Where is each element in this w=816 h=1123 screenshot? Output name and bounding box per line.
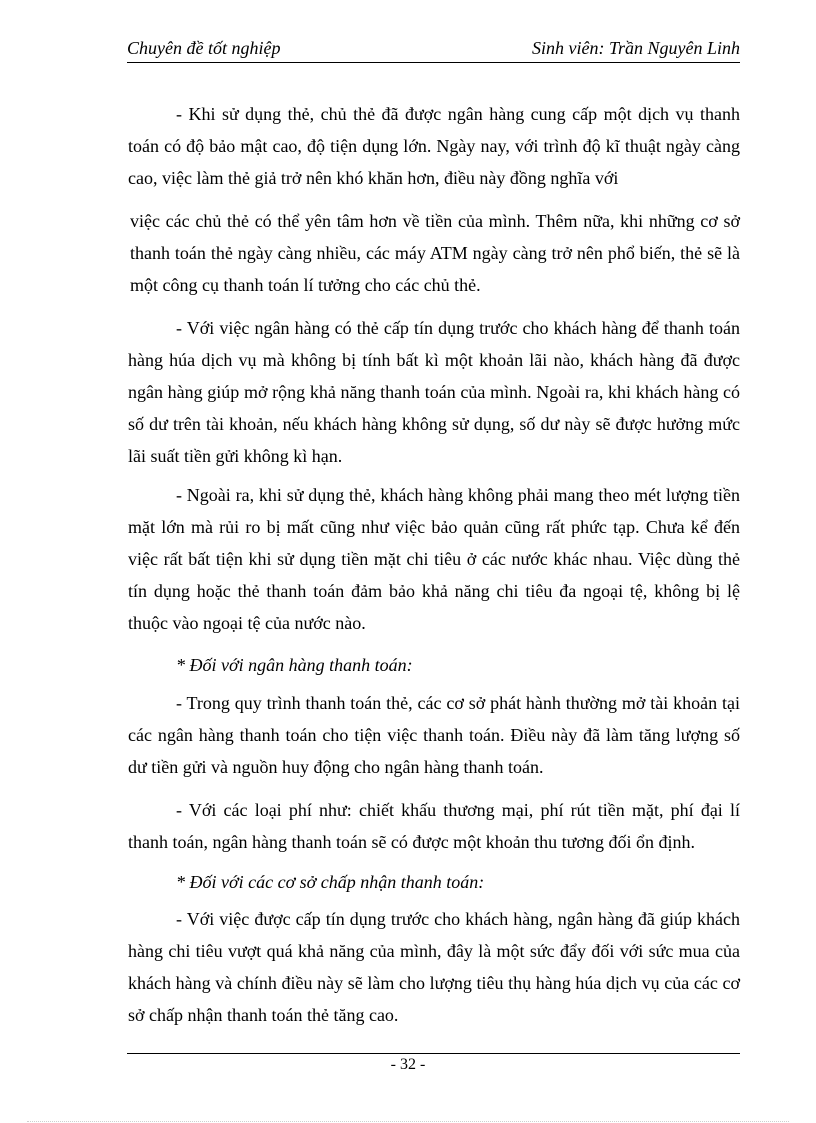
page-bottom-dotted-border bbox=[27, 1121, 789, 1122]
paragraph-deposit-accounts: - Trong quy trình thanh toán thẻ, các cơ sở phát hành thường mở tài khoản tại các ngân hàng thanh toán cho tiện việc thanh toán. Điều này đã làm tăng lượng số dư tiền gửi và nguồn huy động cho ngân hàng thanh toán. bbox=[128, 693, 740, 777]
paragraph-fees: - Với các loại phí như: chiết khấu thương mại, phí rút tiền mặt, phí đại lí thanh toán, ngân hàng thanh toán sẽ có được một khoản thu tương đối ổn định. bbox=[128, 800, 740, 852]
section-heading-payment-bank: * Đối với ngân hàng thanh toán: bbox=[176, 655, 413, 675]
section-heading-merchants: * Đối với các cơ sở chấp nhận thanh toán: bbox=[176, 872, 485, 892]
footer-rule bbox=[127, 1053, 740, 1054]
header-left-title: Chuyên đề tốt nghiệp bbox=[127, 38, 281, 58]
paragraph-card-security-continued: việc các chủ thẻ có thể yên tâm hơn về tiền của mình. Thêm nữa, khi những cơ sở thanh toán thẻ ngày càng nhiều, các máy ATM ngày càng trở nên phổ biến, thẻ sẽ là một công cụ thanh toán lí tưởng cho các chủ thẻ. bbox=[130, 211, 740, 295]
paragraph-cash-risk: - Ngoài ra, khi sử dụng thẻ, khách hàng không phải mang theo mét lượng tiền mặt lớn mà rủi ro bị mất cũng như việc bảo quản cũng rất phức tạp. Chưa kể đến việc rất bất tiện khi sử dụng tiền mặt chi tiêu ở các nước khác nhau. Việc dùng thẻ tín dụng hoặc thẻ thanh toán đảm bảo khả năng chi tiêu đa ngoại tệ, không bị lệ thuộc vào ngoại tệ của nước nào. bbox=[128, 485, 740, 633]
page-header bbox=[127, 36, 740, 63]
page-number: - 32 - bbox=[390, 1056, 426, 1073]
header-right-author: Sinh viên: Trần Nguyên Linh bbox=[532, 38, 740, 58]
paragraph-credit-advance: - Với việc ngân hàng có thẻ cấp tín dụng trước cho khách hàng để thanh toán hàng húa dịch vụ mà không bị tính bất kì một khoản lãi nào, khách hàng đã được ngân hàng giúp mở rộng khả năng thanh toán của mình. Ngoài ra, khi khách hàng có số dư trên tài khoản, nếu khách hàng không sử dụng, số dư này sẽ được hưởng mức lãi suất tiền gửi không kì hạn. bbox=[128, 318, 740, 466]
paragraph-card-security: - Khi sử dụng thẻ, chủ thẻ đã được ngân hàng cung cấp một dịch vụ thanh toán có độ bảo mật cao, độ tiện dụng lớn. Ngày nay, với trình độ kĩ thuật ngày càng cao, việc làm thẻ giả trở nên khó khăn hơn, điều này đồng nghĩa với bbox=[128, 104, 740, 188]
paragraph-merchant-sales: - Với việc được cấp tín dụng trước cho khách hàng, ngân hàng đã giúp khách hàng chi tiêu vượt quá khả năng của mình, đây là một sức đẩy đối với sức mua của khách hàng và chính điều này sẽ làm cho lượng tiêu thụ hàng húa dịch vụ của các cơ sở chấp nhận thanh toán thẻ tăng cao. bbox=[128, 909, 740, 1025]
